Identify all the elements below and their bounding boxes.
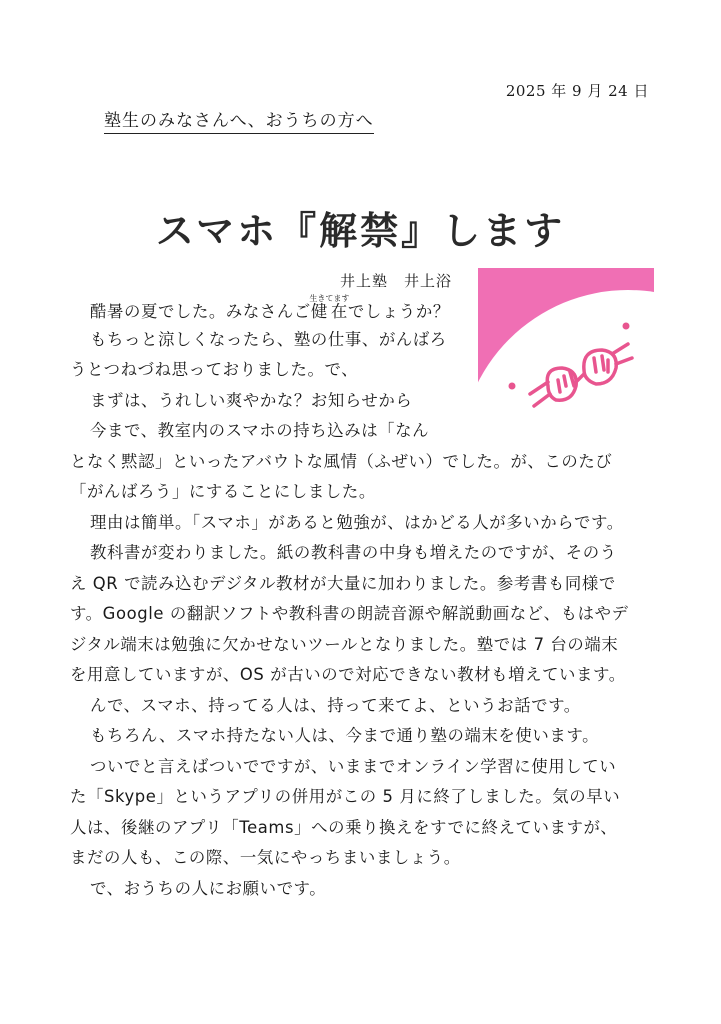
body-line: となく黙認」といったアバウトな風情（ふぜい）でした。が、このたび (70, 451, 613, 471)
body-line: 今まで、教室内のスマホの持ち込みは「なん (90, 421, 430, 440)
body-line: もちろん、スマホ持たない人は、今まで通り塾の端末を使います。 (90, 726, 600, 745)
body-line: た「Skype」というアプリの併用がこの 5 月に終了しました。気の早い (70, 787, 621, 806)
body-line: 理由は簡単。「スマホ」があると勉強が、はかどる人が多いからです。 (90, 512, 624, 532)
author-line (340, 270, 452, 291)
body-line: 教科書が変わりました。紙の教科書の中身も増えたのですが、そのう (90, 543, 617, 562)
body-line: んで、スマホ、持ってる人は、持って来てよ、というお話です。 (90, 695, 581, 715)
ruby-base: 健在 (309, 302, 350, 321)
ruby-word (309, 294, 350, 321)
body-line: え QR で読み込むデジタル教材が大量に加わりました。参考書も同様で (70, 573, 616, 593)
body-line: まだの人も、この際、一気にやっちまいましょう。 (70, 848, 461, 867)
author-org: 井上塾 (340, 272, 389, 290)
body-line: す。Google の翻訳ソフトや教科書の朗読音源や解説動画など、もはやデ (70, 604, 629, 623)
body-line: 人は、後継のアプリ「Teams」への乗り換えをすでに終えていますが、 (70, 817, 618, 837)
author-name: 井上浴 (404, 272, 453, 290)
body-line: うとつねづね思っておりました。で、 (70, 360, 359, 379)
letter-body (70, 294, 654, 904)
body-line (70, 294, 490, 325)
body-line: で、おうちの人にお願いです。 (90, 878, 327, 898)
page-title: スマホ『解禁』します (155, 209, 566, 253)
letter-date: 2025 年 9 月 24 日 (505, 82, 649, 100)
greeting-heading: 塾生のみなさんへ、おうちの方へ (104, 106, 374, 134)
body-line: ジタル端末は勉強に欠かせないツールとなりました。塾では 7 台の端末 (70, 634, 619, 654)
body-line: まずは、うれしい爽やかな？お知らせから (90, 390, 413, 410)
body-text: 酷暑の夏でした。みなさんご (90, 302, 311, 321)
body-text: でしょうか？ (347, 302, 450, 321)
ruby-reading: 生きてます (309, 294, 350, 303)
body-line: ついでと言えばついでですが、いままでオンライン学習に使用してい (90, 756, 617, 776)
body-line: 「がんばろう」にすることにしました。 (70, 482, 376, 501)
body-line: を用意していますが、OS が古いので対応できない教材も増えています。 (70, 665, 626, 684)
body-line: もちっと涼しくなったら、塾の仕事、がんばろ (90, 329, 447, 349)
